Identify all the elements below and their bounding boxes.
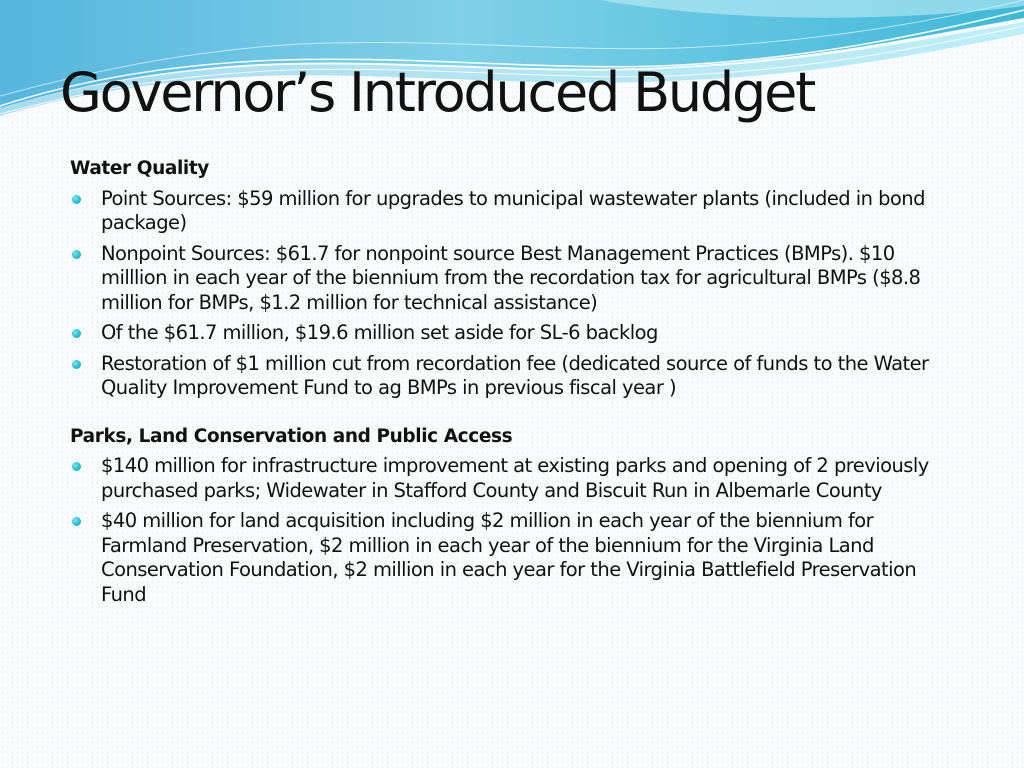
slide-body	[70, 157, 950, 613]
section-heading: Water Quality	[70, 158, 209, 179]
bullet-text: Restoration of $1 million cut from recordation fee (dedicated source of funds to the Water Quality Improvement Fund to ag BMPs in previous fiscal year )	[101, 351, 929, 399]
list-item	[70, 454, 950, 503]
circle-bullet-icon	[72, 195, 81, 204]
section-heading: Parks, Land Conservation and Public Access	[70, 425, 513, 447]
list-item	[70, 509, 950, 607]
section-parks-land-conservation	[70, 425, 950, 608]
bullet-text: $40 million for land acquisition including $2 million in each year of the biennium for Farmland Preservation, $2 million in each year of the biennium for the Virginia Land Conservation Foundation, $2 million in each year for the Virginia Battlefield Preservation Fund	[101, 509, 917, 606]
circle-bullet-icon	[72, 329, 81, 338]
slide-title: Governor’s Introduced Budget	[60, 61, 815, 124]
circle-bullet-icon	[72, 517, 81, 526]
bullet-text: Of the $61.7 million, $19.6 million set aside for SL-6 backlog	[101, 321, 658, 344]
list-item	[70, 187, 950, 236]
bullet-text: Point Sources: $59 million for upgrades to municipal wastewater plants (included in bond package)	[101, 186, 925, 234]
bullet-list	[70, 454, 950, 607]
list-item	[70, 321, 950, 346]
bullet-text: Nonpoint Sources: $61.7 for nonpoint source Best Management Practices (BMPs). $10 milllion in each year of the biennium from the recordation tax for agricultural BMPs ($8.8 million for BMPs, $1.2 million for technical assistance)	[101, 241, 921, 314]
circle-bullet-icon	[72, 250, 81, 259]
list-item	[70, 352, 950, 401]
circle-bullet-icon	[72, 462, 81, 471]
circle-bullet-icon	[72, 360, 81, 369]
list-item	[70, 242, 950, 316]
section-water-quality	[70, 157, 950, 401]
bullet-text: $140 million for infrastructure improvement at existing parks and opening of 2 previously purchased parks; Widewater in Stafford County and Biscuit Run in Albemarle County	[101, 454, 929, 502]
bullet-list	[70, 187, 950, 401]
